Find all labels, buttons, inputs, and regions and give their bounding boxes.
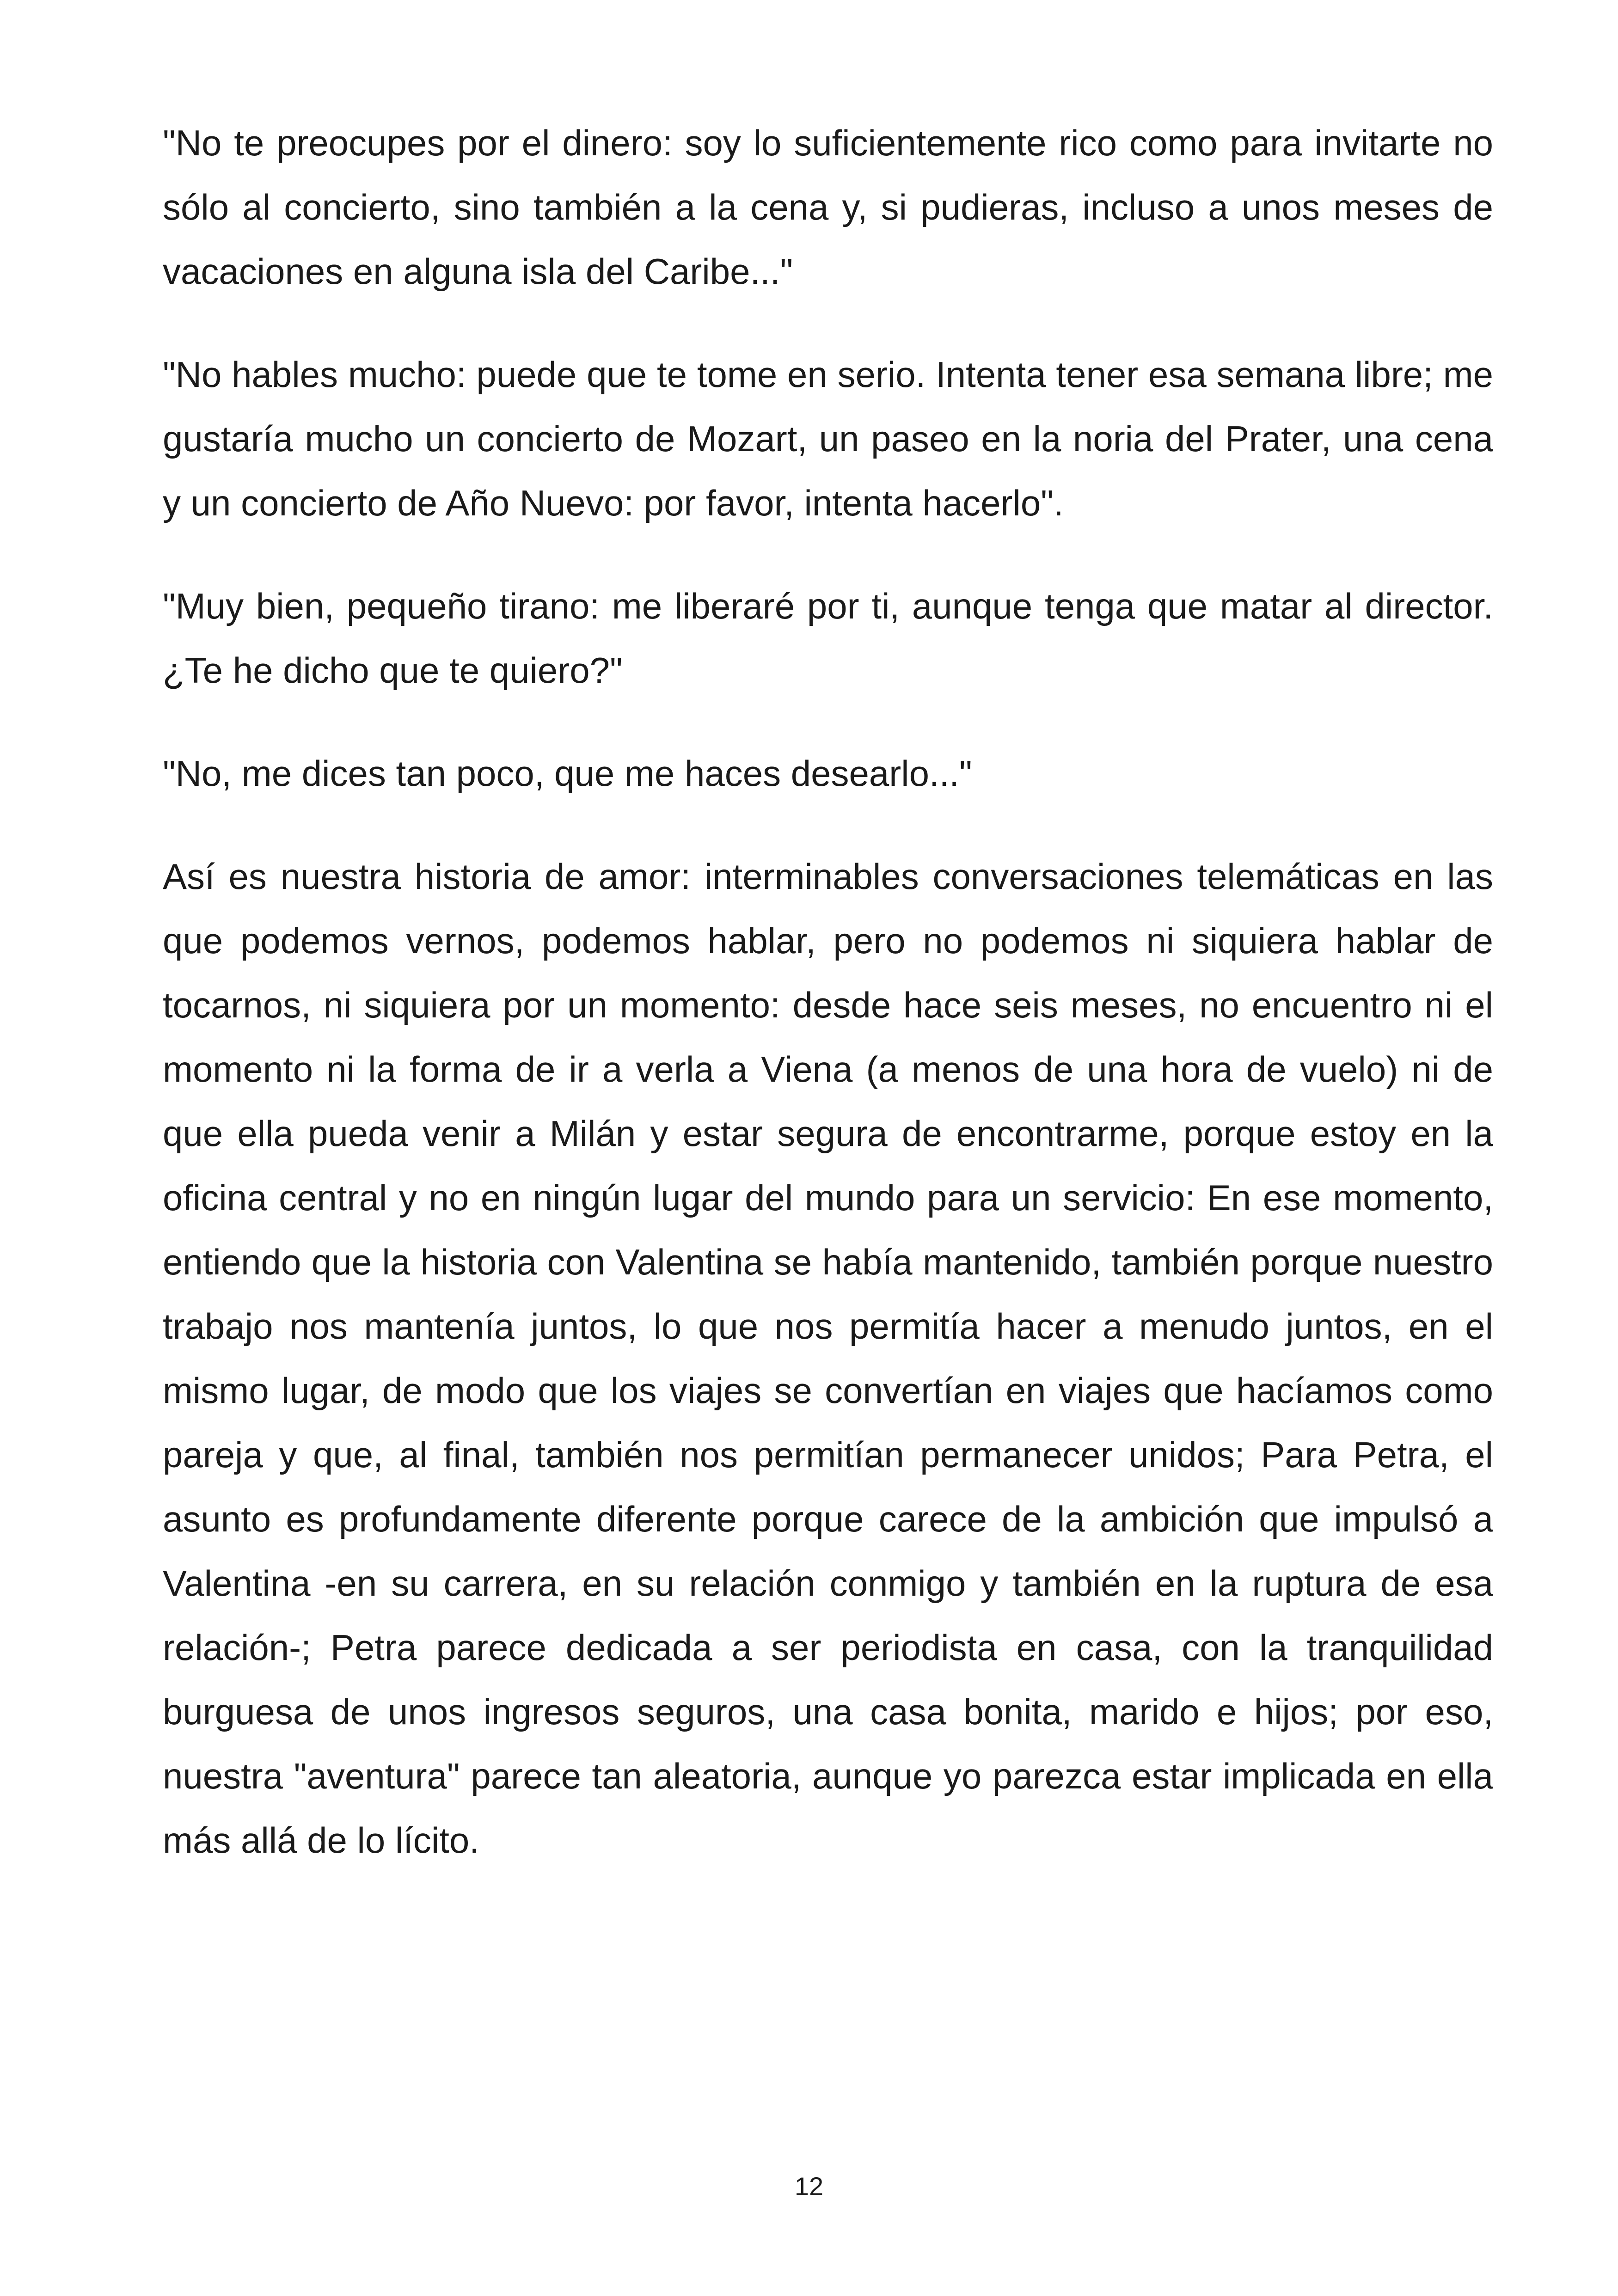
page-number: 12 <box>794 2172 824 2201</box>
paragraph-5: Así es nuestra historia de amor: interminables conversaciones telemáticas en las que podemos vernos, podemos hablar, pero no podemos ni siquiera hablar de tocarnos, ni siquiera por un momento: desde hace seis meses, no encuentro ni el momento ni la forma de ir a verla a Viena (a menos de una hora de vuelo) ni de que ella pueda venir a Milán y estar segura de encontrarme, porque estoy en la oficina central y no en ningún lugar del mundo para un servicio: En ese momento, entiendo que la historia con Valentina se había mantenido, también porque nuestro trabajo nos mantenía juntos, lo que nos permitía hacer a menudo juntos, en el mismo lugar, de modo que los viajes se convertían en viajes que hacíamos como pareja y que, al final, también nos permitían permanecer unidos; Para Petra, el asunto es profundamente diferente porque carece de la ambición que impulsó a Valentina -en su carrera, en su relación conmigo y también en la ruptura de esa relación-; Petra parece dedicada a ser periodista en casa, con la tranquilidad burguesa de unos ingresos seguros, una casa bonita, marido e hijos; por eso, nuestra "aventura" parece tan aleatoria, aunque yo parezca estar implicada en ella más allá de lo lícito. <box>163 856 1493 1861</box>
paragraph-1: "No te preocupes por el dinero: soy lo suficientemente rico como para invitarte no sólo al concierto, sino también a la cena y, si pudieras, incluso a unos meses de vacaciones en alguna isla del Caribe..." <box>163 122 1493 292</box>
paragraph-2: "No hables mucho: puede que te tome en serio. Intenta tener esa semana libre; me gustaría mucho un concierto de Mozart, un paseo en la noria del Prater, una cena y un concierto de Año Nuevo: por favor, intenta hacerlo". <box>163 354 1493 523</box>
body-text <box>163 111 1493 1911</box>
paragraph-4: "No, me dices tan poco, que me haces desearlo..." <box>163 753 972 794</box>
paragraph-3: "Muy bien, pequeño tirano: me liberaré por ti, aunque tenga que matar al director. ¿Te he dicho que te quiero?" <box>163 586 1493 691</box>
